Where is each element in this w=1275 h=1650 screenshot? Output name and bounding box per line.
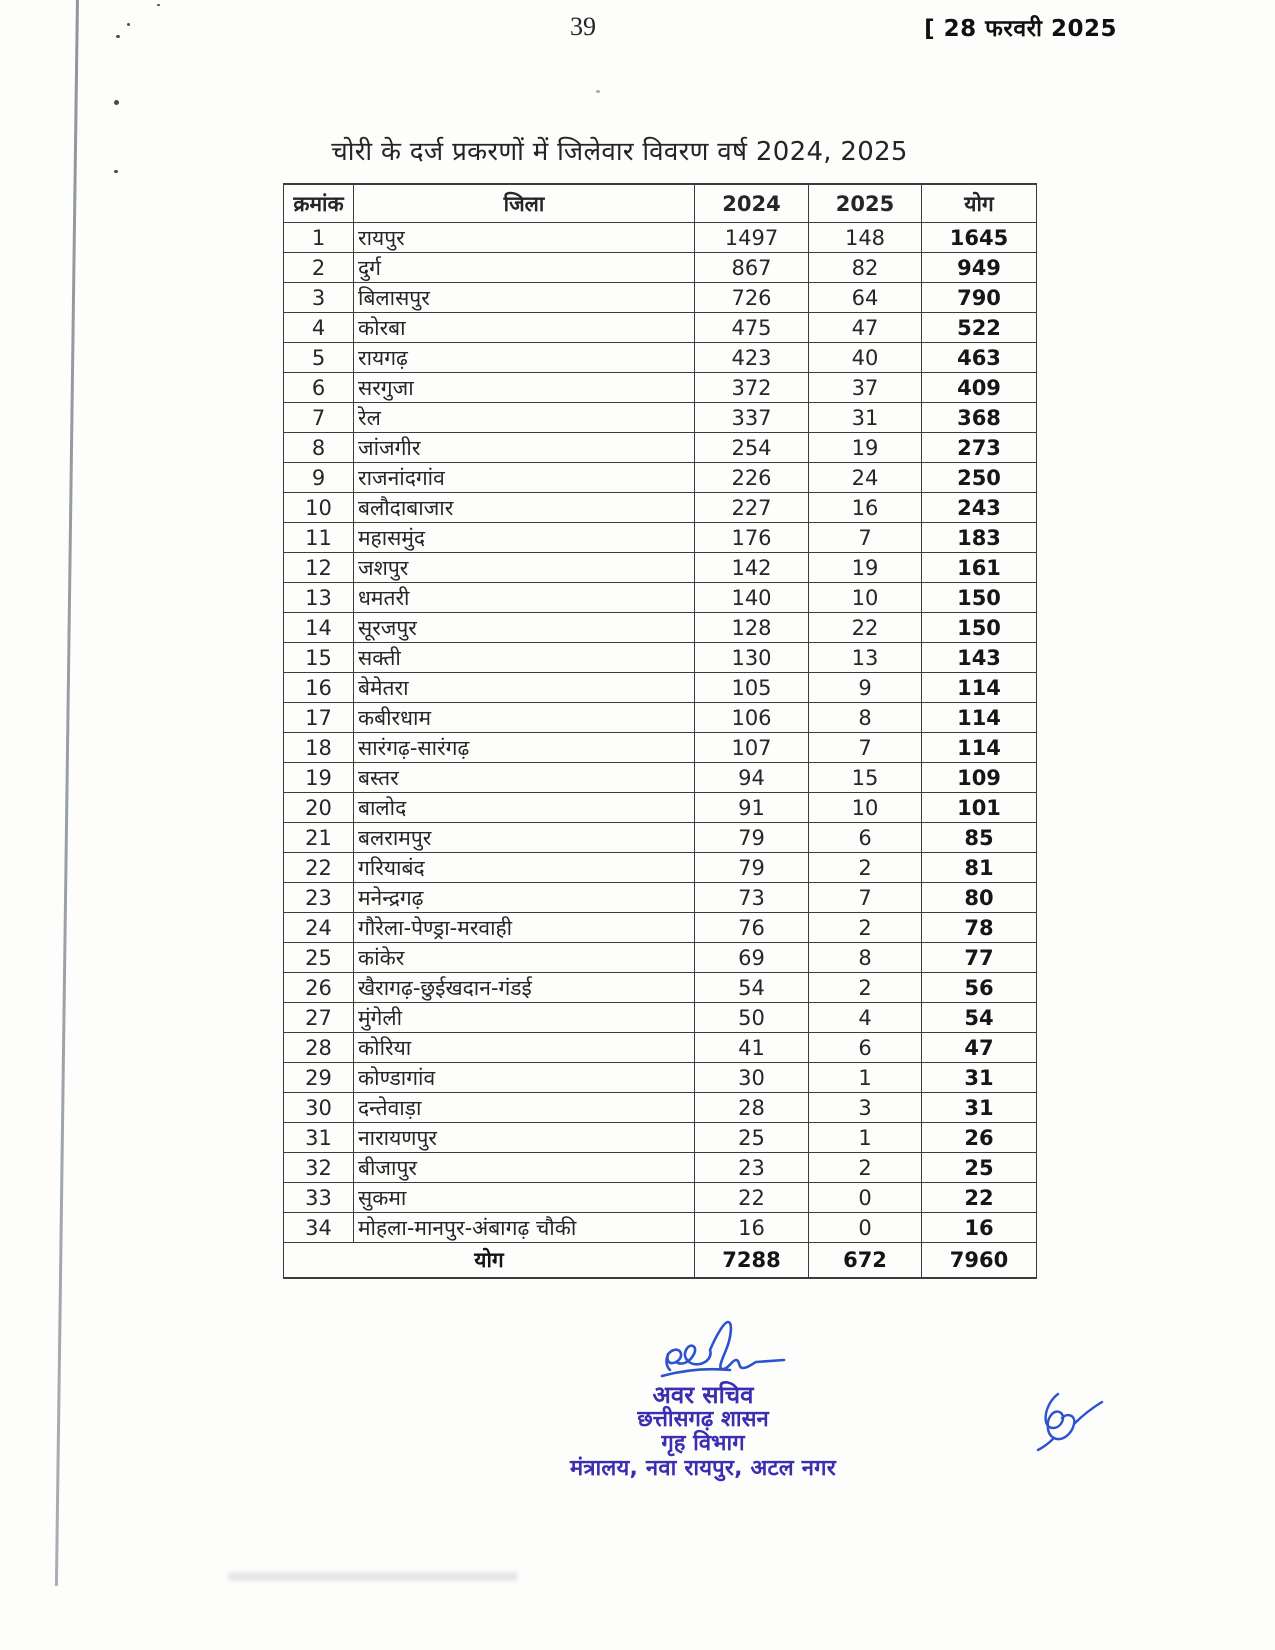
total-cell: 1645 xyxy=(922,223,1037,253)
serial-cell: 13 xyxy=(284,583,354,613)
table-total-row xyxy=(284,1243,1037,1279)
y2024-cell: 140 xyxy=(695,583,809,613)
signature-initials-ink xyxy=(1028,1386,1108,1452)
table-row xyxy=(284,1123,1037,1153)
district-cell: सूरजपुर xyxy=(354,613,695,643)
table-row xyxy=(284,673,1037,703)
district-cell: खैरागढ़-छुईखदान-गंडई xyxy=(354,973,695,1003)
y2025-cell: 8 xyxy=(809,703,922,733)
total-cell: 31 xyxy=(922,1063,1037,1093)
district-cell: धमतरी xyxy=(354,583,695,613)
district-cell: राजनांदगांव xyxy=(354,463,695,493)
scan-speck xyxy=(116,35,120,38)
scan-speck xyxy=(114,170,118,173)
serial-cell: 33 xyxy=(284,1183,354,1213)
district-cell: कोण्डागांव xyxy=(354,1063,695,1093)
y2025-cell: 6 xyxy=(809,823,922,853)
stamp-designation: अवर सचिव xyxy=(652,1381,754,1409)
district-cell: कोरबा xyxy=(354,313,695,343)
table-row xyxy=(284,1093,1037,1123)
y2025-cell: 7 xyxy=(809,523,922,553)
district-cell: सुकमा xyxy=(354,1183,695,1213)
table-row xyxy=(284,1153,1037,1183)
district-cell: बीजापुर xyxy=(354,1153,695,1183)
district-cell: रायगढ़ xyxy=(354,343,695,373)
stamp-government: छत्तीसगढ़ शासन xyxy=(637,1406,769,1432)
header-serial: क्रमांक xyxy=(284,184,354,223)
district-cell: मनेन्द्रगढ़ xyxy=(354,883,695,913)
serial-cell: 8 xyxy=(284,433,354,463)
y2024-cell: 130 xyxy=(695,643,809,673)
y2025-cell: 2 xyxy=(809,913,922,943)
serial-cell: 34 xyxy=(284,1213,354,1243)
y2024-cell: 227 xyxy=(695,493,809,523)
table-row xyxy=(284,553,1037,583)
serial-cell: 9 xyxy=(284,463,354,493)
table-row xyxy=(284,823,1037,853)
serial-cell: 25 xyxy=(284,943,354,973)
table-row xyxy=(284,733,1037,763)
y2024-cell: 254 xyxy=(695,433,809,463)
total-cell: 16 xyxy=(922,1213,1037,1243)
total-cell: 26 xyxy=(922,1123,1037,1153)
district-cell: कांकेर xyxy=(354,943,695,973)
total-sum-cell: 7960 xyxy=(922,1243,1037,1279)
table-row xyxy=(284,643,1037,673)
y2024-cell: 106 xyxy=(695,703,809,733)
district-cell: बलौदाबाजार xyxy=(354,493,695,523)
y2024-cell: 30 xyxy=(695,1063,809,1093)
district-cell: महासमुंद xyxy=(354,523,695,553)
total-cell: 56 xyxy=(922,973,1037,1003)
total-cell: 114 xyxy=(922,703,1037,733)
total-cell: 81 xyxy=(922,853,1037,883)
y2025-cell: 2 xyxy=(809,973,922,1003)
y2024-cell: 475 xyxy=(695,313,809,343)
y2025-cell: 31 xyxy=(809,403,922,433)
serial-cell: 7 xyxy=(284,403,354,433)
total-cell: 243 xyxy=(922,493,1037,523)
serial-cell: 27 xyxy=(284,1003,354,1033)
y2025-cell: 4 xyxy=(809,1003,922,1033)
y2025-cell: 15 xyxy=(809,763,922,793)
district-cell: दुर्ग xyxy=(354,253,695,283)
y2024-cell: 54 xyxy=(695,973,809,1003)
y2025-cell: 7 xyxy=(809,733,922,763)
y2025-cell: 0 xyxy=(809,1183,922,1213)
total-cell: 54 xyxy=(922,1003,1037,1033)
serial-cell: 6 xyxy=(284,373,354,403)
header-date: [ 28 फरवरी 2025 xyxy=(924,16,1117,42)
total-cell: 31 xyxy=(922,1093,1037,1123)
total-cell: 273 xyxy=(922,433,1037,463)
table-row xyxy=(284,1183,1037,1213)
y2024-cell: 79 xyxy=(695,823,809,853)
table-row xyxy=(284,433,1037,463)
signature-ink xyxy=(656,1312,796,1384)
district-cell: नारायणपुर xyxy=(354,1123,695,1153)
district-cell: रायपुर xyxy=(354,223,695,253)
total-label-cell: योग xyxy=(284,1243,695,1279)
table-row xyxy=(284,703,1037,733)
y2025-cell: 6 xyxy=(809,1033,922,1063)
district-cell: बस्तर xyxy=(354,763,695,793)
table-row xyxy=(284,373,1037,403)
serial-cell: 31 xyxy=(284,1123,354,1153)
scan-speck xyxy=(596,90,600,93)
y2024-cell: 41 xyxy=(695,1033,809,1063)
district-cell: मोहला-मानपुर-अंबागढ़ चौकी xyxy=(354,1213,695,1243)
total-cell: 114 xyxy=(922,673,1037,703)
y2025-cell: 7 xyxy=(809,883,922,913)
table-row xyxy=(284,493,1037,523)
district-cell: बलरामपुर xyxy=(354,823,695,853)
table-row xyxy=(284,253,1037,283)
y2025-cell: 1 xyxy=(809,1063,922,1093)
y2025-cell: 1 xyxy=(809,1123,922,1153)
y2024-cell: 73 xyxy=(695,883,809,913)
y2025-cell: 82 xyxy=(809,253,922,283)
y2025-cell: 2 xyxy=(809,1153,922,1183)
serial-cell: 3 xyxy=(284,283,354,313)
serial-cell: 29 xyxy=(284,1063,354,1093)
table-row xyxy=(284,223,1037,253)
total-cell: 183 xyxy=(922,523,1037,553)
y2024-cell: 176 xyxy=(695,523,809,553)
y2025-cell: 0 xyxy=(809,1213,922,1243)
total-cell: 80 xyxy=(922,883,1037,913)
y2024-cell: 91 xyxy=(695,793,809,823)
total-cell: 143 xyxy=(922,643,1037,673)
serial-cell: 16 xyxy=(284,673,354,703)
y2024-cell: 337 xyxy=(695,403,809,433)
total-cell: 368 xyxy=(922,403,1037,433)
table-row xyxy=(284,973,1037,1003)
document-title: चोरी के दर्ज प्रकरणों में जिलेवार विवरण वर्ष 2024, 2025 xyxy=(331,137,908,167)
stamp-department: गृह विभाग xyxy=(661,1431,745,1456)
y2024-cell: 372 xyxy=(695,373,809,403)
y2024-cell: 79 xyxy=(695,853,809,883)
total-cell: 78 xyxy=(922,913,1037,943)
y2025-cell: 9 xyxy=(809,673,922,703)
y2025-cell: 2 xyxy=(809,853,922,883)
table-row xyxy=(284,853,1037,883)
y2025-cell: 13 xyxy=(809,643,922,673)
serial-cell: 22 xyxy=(284,853,354,883)
table-row xyxy=(284,583,1037,613)
serial-cell: 10 xyxy=(284,493,354,523)
total-cell: 790 xyxy=(922,283,1037,313)
y2024-cell: 22 xyxy=(695,1183,809,1213)
table-row xyxy=(284,943,1037,973)
district-cell: कबीरधाम xyxy=(354,703,695,733)
y2024-cell: 423 xyxy=(695,343,809,373)
total-cell: 463 xyxy=(922,343,1037,373)
header-total: योग xyxy=(922,184,1037,223)
district-cell: सरगुजा xyxy=(354,373,695,403)
district-theft-table xyxy=(283,183,1037,1279)
district-cell: बेमेतरा xyxy=(354,673,695,703)
y2024-cell: 226 xyxy=(695,463,809,493)
total-cell: 949 xyxy=(922,253,1037,283)
y2025-cell: 22 xyxy=(809,613,922,643)
table-row xyxy=(284,283,1037,313)
serial-cell: 11 xyxy=(284,523,354,553)
district-cell: बालोद xyxy=(354,793,695,823)
y2024-cell: 142 xyxy=(695,553,809,583)
y2024-cell: 76 xyxy=(695,913,809,943)
table-row xyxy=(284,1213,1037,1243)
serial-cell: 23 xyxy=(284,883,354,913)
y2024-cell: 1497 xyxy=(695,223,809,253)
total-cell: 150 xyxy=(922,613,1037,643)
y2025-cell: 3 xyxy=(809,1093,922,1123)
serial-cell: 26 xyxy=(284,973,354,1003)
district-cell: गरियाबंद xyxy=(354,853,695,883)
table-row xyxy=(284,463,1037,493)
total-cell: 22 xyxy=(922,1183,1037,1213)
serial-cell: 30 xyxy=(284,1093,354,1123)
district-cell: जांजगीर xyxy=(354,433,695,463)
y2024-cell: 50 xyxy=(695,1003,809,1033)
district-cell: सक्ती xyxy=(354,643,695,673)
serial-cell: 21 xyxy=(284,823,354,853)
page-edge-scan-line xyxy=(55,0,79,1586)
y2025-cell: 24 xyxy=(809,463,922,493)
total-cell: 161 xyxy=(922,553,1037,583)
y2025-cell: 19 xyxy=(809,553,922,583)
total-cell: 522 xyxy=(922,313,1037,343)
header-district: जिला xyxy=(354,184,695,223)
y2025-cell: 10 xyxy=(809,793,922,823)
district-cell: गौरेला-पेण्ड्रा-मरवाही xyxy=(354,913,695,943)
y2024-cell: 726 xyxy=(695,283,809,313)
district-cell: कोरिया xyxy=(354,1033,695,1063)
scan-speck xyxy=(157,4,160,6)
y2025-cell: 40 xyxy=(809,343,922,373)
serial-cell: 5 xyxy=(284,343,354,373)
serial-cell: 32 xyxy=(284,1153,354,1183)
y2024-cell: 69 xyxy=(695,943,809,973)
scan-speck xyxy=(127,23,130,26)
y2025-cell: 37 xyxy=(809,373,922,403)
y2024-cell: 105 xyxy=(695,673,809,703)
total-2025-cell: 672 xyxy=(809,1243,922,1279)
district-cell: दन्तेवाड़ा xyxy=(354,1093,695,1123)
y2024-cell: 867 xyxy=(695,253,809,283)
header-2025: 2025 xyxy=(809,184,922,223)
y2025-cell: 64 xyxy=(809,283,922,313)
table-row xyxy=(284,1003,1037,1033)
total-cell: 150 xyxy=(922,583,1037,613)
serial-cell: 14 xyxy=(284,613,354,643)
table-header-row xyxy=(284,184,1037,223)
y2024-cell: 16 xyxy=(695,1213,809,1243)
serial-cell: 19 xyxy=(284,763,354,793)
y2024-cell: 23 xyxy=(695,1153,809,1183)
district-cell: बिलासपुर xyxy=(354,283,695,313)
y2025-cell: 10 xyxy=(809,583,922,613)
total-cell: 250 xyxy=(922,463,1037,493)
total-cell: 77 xyxy=(922,943,1037,973)
serial-cell: 20 xyxy=(284,793,354,823)
serial-cell: 2 xyxy=(284,253,354,283)
table-row xyxy=(284,343,1037,373)
total-cell: 85 xyxy=(922,823,1037,853)
y2025-cell: 148 xyxy=(809,223,922,253)
y2024-cell: 128 xyxy=(695,613,809,643)
y2025-cell: 47 xyxy=(809,313,922,343)
district-cell: जशपुर xyxy=(354,553,695,583)
y2024-cell: 94 xyxy=(695,763,809,793)
page-number: 39 xyxy=(570,12,596,41)
office-stamp xyxy=(538,1383,868,1481)
total-2024-cell: 7288 xyxy=(695,1243,809,1279)
total-cell: 109 xyxy=(922,763,1037,793)
table-row xyxy=(284,913,1037,943)
table-row xyxy=(284,313,1037,343)
y2024-cell: 25 xyxy=(695,1123,809,1153)
serial-cell: 24 xyxy=(284,913,354,943)
stamp-address: मंत्रालय, नवा रायपुर, अटल नगर xyxy=(570,1455,836,1481)
header-2024: 2024 xyxy=(695,184,809,223)
total-cell: 47 xyxy=(922,1033,1037,1063)
district-cell: मुंगेली xyxy=(354,1003,695,1033)
total-cell: 25 xyxy=(922,1153,1037,1183)
serial-cell: 1 xyxy=(284,223,354,253)
y2024-cell: 28 xyxy=(695,1093,809,1123)
table-row xyxy=(284,1063,1037,1093)
y2025-cell: 19 xyxy=(809,433,922,463)
district-cell: रेल xyxy=(354,403,695,433)
total-cell: 101 xyxy=(922,793,1037,823)
table-row xyxy=(284,793,1037,823)
serial-cell: 4 xyxy=(284,313,354,343)
table-row xyxy=(284,403,1037,433)
district-cell: सारंगढ़-सारंगढ़ xyxy=(354,733,695,763)
table-row xyxy=(284,613,1037,643)
serial-cell: 17 xyxy=(284,703,354,733)
scan-smudge xyxy=(228,1572,518,1581)
scan-speck xyxy=(114,100,119,105)
total-cell: 114 xyxy=(922,733,1037,763)
serial-cell: 15 xyxy=(284,643,354,673)
serial-cell: 12 xyxy=(284,553,354,583)
y2024-cell: 107 xyxy=(695,733,809,763)
table-row xyxy=(284,523,1037,553)
y2025-cell: 16 xyxy=(809,493,922,523)
serial-cell: 28 xyxy=(284,1033,354,1063)
total-cell: 409 xyxy=(922,373,1037,403)
table-row xyxy=(284,763,1037,793)
y2025-cell: 8 xyxy=(809,943,922,973)
table-row xyxy=(284,883,1037,913)
serial-cell: 18 xyxy=(284,733,354,763)
table-row xyxy=(284,1033,1037,1063)
